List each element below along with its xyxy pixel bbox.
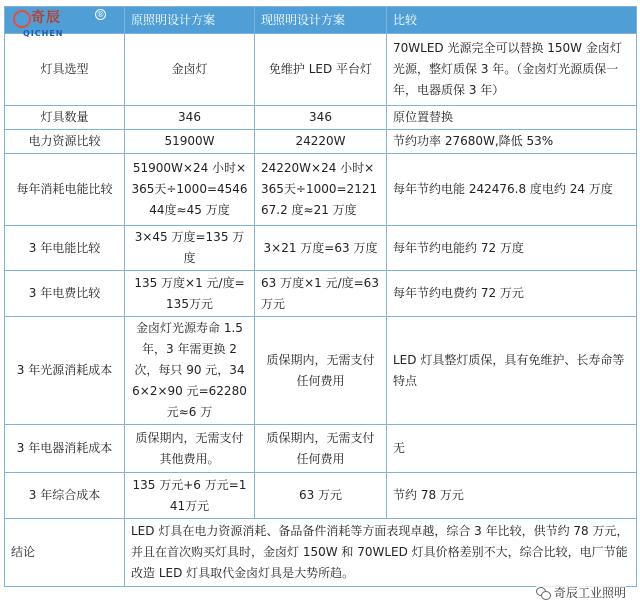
wechat-icon <box>536 587 550 599</box>
row-label: 3 年电费比较 <box>5 271 125 317</box>
table-row <box>5 317 637 425</box>
original-cell: 51900W×24 小时×365天÷1000=454644度≈45 万度 <box>125 154 255 226</box>
conclusion-label: 结论 <box>5 519 125 587</box>
comparison-cell: 每年节约电能约 72 万度 <box>387 226 637 271</box>
current-cell: 质保期内，无需支付任何费用 <box>255 425 387 473</box>
comparison-cell: 无 <box>387 425 637 473</box>
current-cell: 63 万度×1 元/度=63 万元 <box>255 271 387 317</box>
row-label: 3 年电能比较 <box>5 226 125 271</box>
row-label: 3 年电器消耗成本 <box>5 425 125 473</box>
header-original-plan: 原照明设计方案 <box>125 7 255 34</box>
table-row <box>5 271 637 317</box>
table-header-row <box>5 7 637 34</box>
current-cell: 346 <box>255 106 387 130</box>
registered-icon: ® <box>96 10 105 19</box>
table-row <box>5 130 637 154</box>
comparison-cell: 每年节约电费约 72 万元 <box>387 271 637 317</box>
row-label: 电力资源比较 <box>5 130 125 154</box>
comparison-cell: 每年节约电能 242476.8 度电约 24 万度 <box>387 154 637 226</box>
table-row <box>5 425 637 473</box>
table-row <box>5 473 637 519</box>
table-row <box>5 106 637 130</box>
comparison-cell: 原位置替换 <box>387 106 637 130</box>
lighting-comparison-table <box>4 6 637 587</box>
original-cell: 金卤灯 <box>125 34 255 106</box>
current-cell: 免维护 LED 平台灯 <box>255 34 387 106</box>
table-row <box>5 226 637 271</box>
current-cell: 质保期内，无需支付任何费用 <box>255 317 387 425</box>
table-row <box>5 154 637 226</box>
comparison-cell: LED 灯具整灯质保，具有免维护、长寿命等特点 <box>387 317 637 425</box>
original-cell: 51900W <box>125 130 255 154</box>
row-label: 3 年光源消耗成本 <box>5 317 125 425</box>
row-label: 灯具数量 <box>5 106 125 130</box>
table-row <box>5 34 637 106</box>
row-label: 3 年综合成本 <box>5 473 125 519</box>
original-cell: 346 <box>125 106 255 130</box>
current-cell: 63 万元 <box>255 473 387 519</box>
row-label: 灯具选型 <box>5 34 125 106</box>
qichen-logo <box>11 8 118 38</box>
original-cell: 质保期内，无需支付其他费用。 <box>125 425 255 473</box>
original-cell: 金卤灯光源寿命 1.5 年，3 年需更换 2 次，每只 90 元，346×2×90 元=62280 元≈6 万 <box>125 317 255 425</box>
watermark-text: 奇辰工业照明 <box>553 586 626 600</box>
header-logo-cell <box>5 7 125 38</box>
current-cell: 24220W×24 小时×365天÷1000=212167.2 度≈21 万度 <box>255 154 387 226</box>
original-cell: 135 万度×1 元/度=135万元 <box>125 271 255 317</box>
comparison-cell: 节约 78 万元 <box>387 473 637 519</box>
original-cell: 135 万元+6 万元=141万元 <box>125 473 255 519</box>
row-label: 每年消耗电能比较 <box>5 154 125 226</box>
original-cell: 3×45 万度=135 万度 <box>125 226 255 271</box>
conclusion-row <box>5 519 637 587</box>
conclusion-text: LED 灯具在电力资源消耗、备品备件消耗等方面表现卓越，综合 3 年比较，供节约 78 万元，并且在首次购买灯具时，金卤灯 150W 和 70WLED 灯具价格差别不大，综合比较，电厂节能改造 LED 灯具取代金卤灯具是大势所趋。 <box>125 519 637 587</box>
header-comparison: 比较 <box>387 7 637 34</box>
wechat-watermark <box>536 584 626 601</box>
current-cell: 24220W <box>255 130 387 154</box>
header-current-plan: 现照明设计方案 <box>255 7 387 34</box>
comparison-cell: 70WLED 光源完全可以替换 150W 金卤灯光源，整灯质保 3 年。（金卤灯光源质保一年，电器质保 3 年） <box>387 34 637 106</box>
current-cell: 3×21 万度=63 万度 <box>255 226 387 271</box>
logo-text: 奇辰 <box>31 10 61 26</box>
comparison-table-wrapper <box>4 6 636 587</box>
logo-subtext: QICHEN <box>23 29 64 38</box>
comparison-cell: 节约功率 27680W,降低 53% <box>387 130 637 154</box>
